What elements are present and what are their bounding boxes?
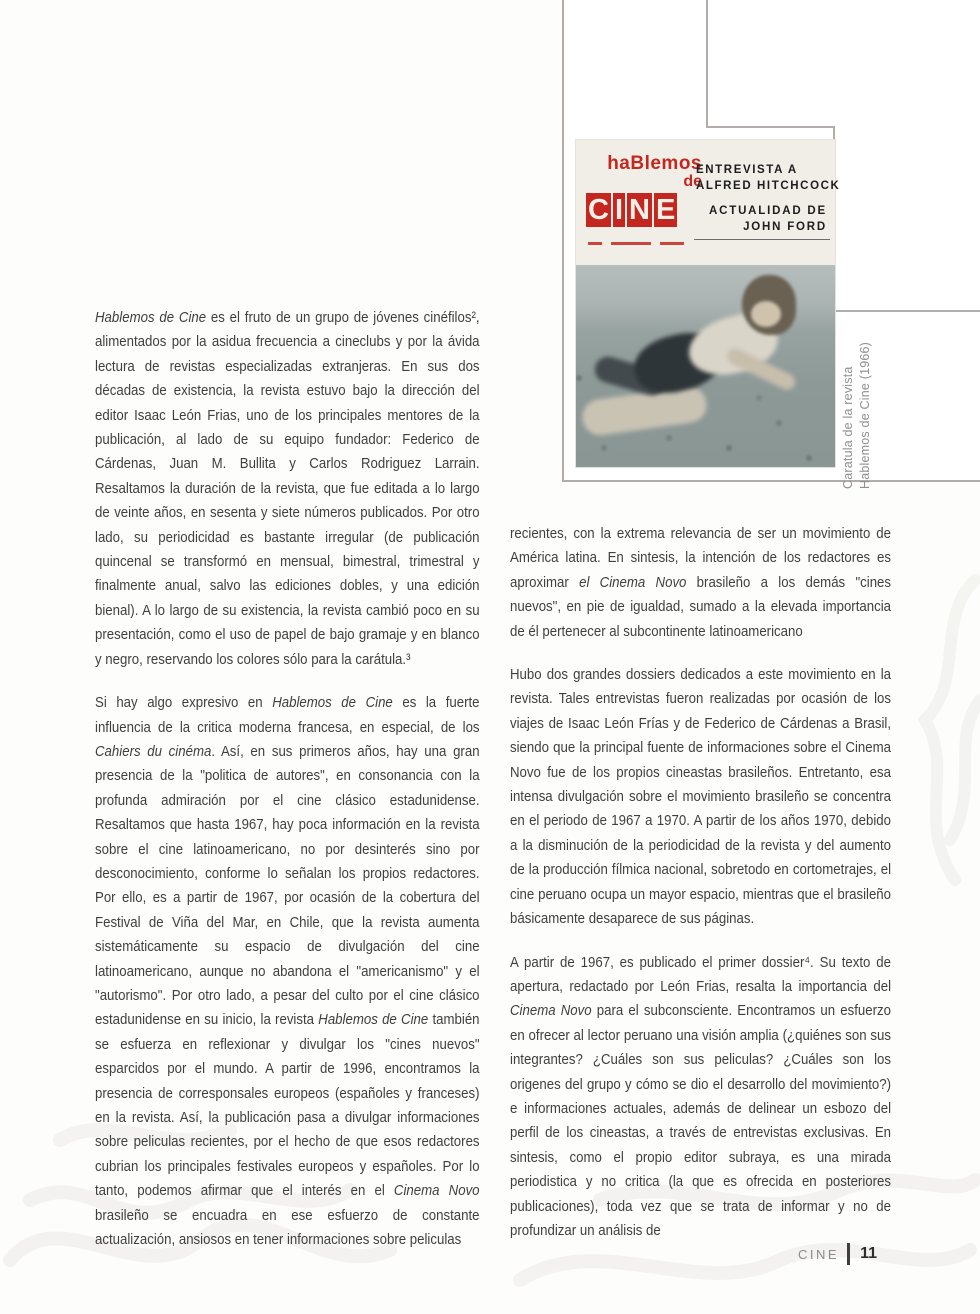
frame-line xyxy=(562,0,564,481)
photo-ground-texture xyxy=(576,375,582,381)
paragraph: Hubo dos grandes dossiers dedicados a este movimiento en la revista. Tales entrevistas fueron realizadas por ocasión de los viajes de Isaac León Frías y de Federico de Cárdenas a Brasil, siendo que la principal fuente de informaciones sobre el Cinema Novo fue de los propios cineastas brasileños. Entretanto, esa intensa divulgación sobre el movimiento brasileño se concentra en el periodo de 1967 a 1970. A partir de los años 1970, debido a la disminución de la periodicidad de la revista y del aumento de la producción fílmica nacional, sobretodo en cortometrajes, el cine peruano ocupa un mayor espacio, mientras que el brasileño básicamente desaparece de sus páginas. xyxy=(510,666,892,928)
hablemos-de-cine-logo xyxy=(586,154,702,227)
footer-section-label: CINE xyxy=(798,1246,840,1262)
frame-line xyxy=(562,480,980,482)
headline-hitchcock xyxy=(696,162,841,194)
page-footer xyxy=(798,1242,877,1266)
headline-john-ford xyxy=(696,203,827,235)
paragraph: Hablemos de Cine es el fruto de un grupo de jóvenes cinéfilos², alimentados por la asidua frecuencia a cineclubs y por la ávida lectura de revistas especializadas extranjeras. En sus dos décadas de existencia, la revista estuvo bajo la dirección del editor Isaac León Frias, uno de los principales mentores de la publicación, al lado de su equipo fundador: Federico de Cárdenas, Juan M. Bullita y Carlos Rodriguez Larrain. Resaltamos la duración de la revista, que fue editada a lo largo de veinte años, en sesenta y siete números publicados. Por otro lado, su periodicidad es bastante irregular (de publicación quincenal se transformó en mensual, bimestral, trimestral y finalmente anual, salvo las ediciones dobles, y una edición bienal). A lo largo de su existencia, la revista cambió poco en su presentación, como el uso de papel de bajo gramaje y en blanco y negro, reservando los colores sólo para la carátula.³ xyxy=(95,309,480,668)
magazine-cover-image xyxy=(576,140,841,467)
footer-divider-bar xyxy=(847,1243,850,1265)
logo-word-de: de xyxy=(683,173,702,190)
article-left-column xyxy=(95,306,480,1271)
cover-header xyxy=(576,140,841,265)
footer-page-number: 11 xyxy=(860,1245,877,1262)
headline-line: ACTUALIDAD DE xyxy=(709,205,827,217)
photo-face-shape xyxy=(751,301,781,327)
cover-headlines xyxy=(696,162,841,235)
cover-caption xyxy=(840,321,874,489)
headline-line: ALFRED HITCHCOCK xyxy=(696,180,841,192)
logo-word-cine: C I N E xyxy=(588,194,676,226)
headline-line: JOHN FORD xyxy=(743,221,827,233)
caption-line-2: Hablemos de Cine (1966) xyxy=(858,341,872,489)
logo-word-hablemos: haBlemos xyxy=(607,153,702,174)
headline-line: ENTREVISTA A xyxy=(696,164,798,176)
frame-line xyxy=(706,126,835,128)
issue-info-marks xyxy=(588,242,684,245)
paragraph: recientes, con la extrema relevancia de ser un movimiento de América latina. En sintesis, la intención de los redactores es aproximar el Cinema Novo brasileño a los demás "cines nuevos", en pie de igualdad, sumado a la elevada importancia de él pertenecer al subcontinente latinoamericano xyxy=(510,525,892,640)
caption-line-1: Caratula de la revista xyxy=(841,366,855,489)
paragraph: Si hay algo expresivo en Hablemos de Cine es la fuerte influencia de la critica moderna francesa, en especial, de los Cahiers du cinéma. Así, en sus primeros años, hay una gran presencia de la "politica de autores", en consonancia con la profunda admiración por el cine clásico estadunidense. Resaltamos que hasta 1967, hay poca información en la revista sobre el cine latinoamericano, no por desinterés sino por desconocimiento, conforme lo señalan los propios redactores. Por ello, es a partir de 1967, por ocasión de la cobertura del Festival de Viña del Mar, en Chile, que la revista aumenta sistemáticamente su espacio de divulgación del cine latinoamericano, aunque no abandona el "americanismo" y el "autorismo". Por otro lado, a pesar del culto por el cine clásico estadunidense en su inicio, la revista Hablemos de Cine también se esfuerza en reflexionar y divulgar los "cines nuevos" esparcidos por el mundo. A partir de 1996, encontramos la presencia de corresponsales europeos (españoles y franceses) en la revista. Así, la publicación pasa a divulgar informaciones sobre peliculas recientes, por el hecho de que esos redactores cubrian los principales festivales europeos y españoles. Por lo tanto, podemos afirmar que el interés en el Cinema Novo brasileño se encuadra en ese esfuerzo de constante actualización, ansiosos en tener informaciones sobre peliculas xyxy=(95,694,480,1249)
article-right-column xyxy=(510,522,891,1262)
frame-line xyxy=(706,0,708,127)
cover-photograph xyxy=(576,265,835,467)
frame-line xyxy=(833,310,980,312)
paragraph: A partir de 1967, es publicado el primer dossier⁴. Su texto de apertura, redactado por León Frias, resalta la importancia del Cinema Novo para el subconsciente. Encontramos un esfuerzo en ofrecer al lector peruano una visión amplia (¿quiénes son sus integrantes? ¿Cuáles son sus peliculas? ¿Cuáles son los origenes del grupo y cómo se dio el desarrollo del movimiento?) e informaciones actuales, además de delinear un esbozo del perfil de los cineastas, a través de entrevistas exclusivas. En sintesis, como el propio editor subraya, es una mirada periodistica y no critica (la que es ofrecida en posteriores publicaciones), toda vez que se trata de informar y no de profundizar un análisis de xyxy=(510,953,892,1239)
cover-header-rule xyxy=(694,239,830,240)
background-watermark xyxy=(895,560,980,920)
